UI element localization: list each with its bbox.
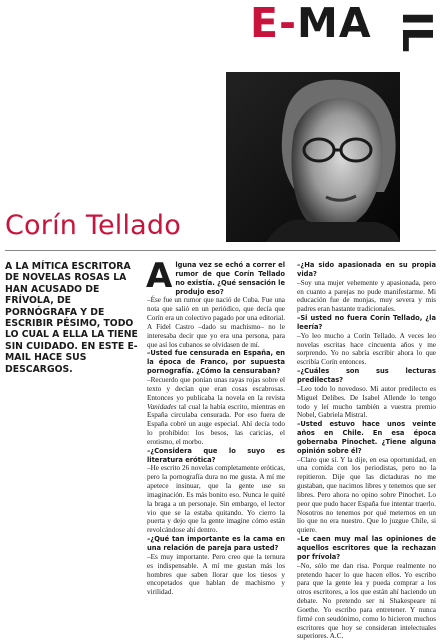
interviewee-name: Corín Tellado — [5, 210, 181, 241]
portrait-image — [226, 72, 400, 242]
answer: –Es muy importante. Pero creo que la ternura es indispensable. A mí me gustan más los hombres que saben llorar que los tiesos y encopetados que hablan de machismo y virilidad. — [147, 552, 285, 597]
question: –Le caen muy mal las opiniones de aquellos escritores que la rechazan por frívola? — [297, 535, 436, 561]
answer: –Leo todo lo novedoso. Mi autor predilecto es Miguel Delibes. De Isabel Allende lo tengo todo y leí mucho también a vuestra premio Nobel, Gabriela Mistral. — [297, 384, 436, 420]
masthead-dark: MA — [297, 0, 372, 47]
body-column-1 — [146, 256, 285, 597]
question — [146, 256, 285, 296]
answer: –Claro que sí. Y la dije, en esa oportunidad, en una comida con los periodistas, pero no la repitieron. Dije que las dictaduras no me gustaban, que nacimos libres y tenemos que ser libres. Pero ahora no opino sobre Pinochet. Lo peor que pudo hacer España fue intentar traerlo. Nosotros no tenemos por qué meternos en un lío que no era nuestro. Que lo juzgue Chile, si quiere. — [297, 455, 436, 535]
question: –¿Cuáles son sus lecturas predilectas? — [297, 367, 436, 384]
divider — [5, 250, 436, 251]
question: –¿Considera que lo suyo es literatura erótica? — [147, 446, 285, 464]
question: –Usted fue censurada en España, en la época de Franco, por supuesta pornografía. ¿Cómo la censuraban? — [147, 349, 285, 376]
answer: –He escrito 26 novelas completamente eróticas, pero la pornografía dura no me gusta. A mí me apetece insinuar, que la gente use su imaginación. Es más bonito eso. Nunca le quité la braga a un personaje. Sin embargo, el lector vio que se la estaba quitando. Yo cierro la puerta y dejo que la gente imagine cómo están revolcándose ahí dentro. — [147, 464, 285, 535]
answer: –Recuerdo que ponían unas rayas rojas sobre el texto y decían que eran cosas escabrosas. Entonces yo publicaba la novela en la revista Vanidades tal cual la había escrito, mientras en España circulaba censurada. Por eso fuera de España cobré un auge especial. Ahí decía todo lo prohibido: los besos, las caricias, el erotismo, el morbo. — [147, 375, 285, 446]
drop-cap: A — [146, 256, 173, 296]
portrait-photo — [226, 72, 400, 242]
answer: –Ése fue un rumor que nació de Cuba. Fue una nota que salió en un periódico, que decía que Corín era un colectivo pagado por una editorial. A Fidel Castro –dado su machismo– no le interesaba decir que yo era una persona, para que así los cubanos se olvidasen de mí. — [147, 296, 285, 349]
question-text: lguna vez se echó a correr el rumor de que Corín Tellado no existía. ¿Qué sensación le produjo eso? — [175, 261, 285, 296]
masthead-accent: E- — [250, 0, 298, 47]
masthead-horizontal — [250, 0, 372, 47]
answer: –Yo leo mucho a Corín Tellado. A veces leo novelas escritas hace cincuenta años y me sorprendo. Yo no sabría escribir ahora lo que escribía Corín entonces. — [297, 331, 436, 367]
magazine-title: Vanidades — [147, 402, 177, 411]
question: –¿Ha sido apasionada en su propia vida? — [297, 261, 436, 278]
answer: –No, sólo me dan risa. Porque realmente no pretendo hacer lo que hacen ellos. Yo escribo para que la gente lea y pueda comprar a los otros escritores, a los que están ahí haciendo un debate. No pretendo ser ni Shakespeare ni Goethe. Yo escribo para entretener. Y nunca firmé con seudónimo, como lo hicieron muchos escritores que hoy se consideran intelectuales superiores. A.C. — [297, 561, 436, 641]
answer: –Soy una mujer vehemente y apasionada, pero en cuanto a parejas no pude manifestarme. Mi educación fue de monjas, muy severa y mis padres eran bastante tradicionales. — [297, 278, 436, 314]
question: –¿Qué tan importante es la cama en una relación de pareja para usted? — [147, 535, 285, 552]
question: –Usted estuvo hace unos veinte años en Chile. En esa época gobernaba Pinochet. ¿Tiene alguna opinión sobre él? — [297, 420, 436, 455]
masthead-vertical: IL — [393, 11, 441, 53]
body-column-2 — [297, 261, 436, 641]
lead-paragraph: A LA MÍTICA ESCRITORA DE NOVELAS ROSAS LA HAN ACUSADO DE FRÍVOLA, DE PORNÓGRAFA Y DE ESCRIBIR PÉSIMO, TODO LO CUAL A ELLA LA TIENE SIN CUIDADO. EN ESTE E-MAIL HACE SUS DESCARGOS. — [5, 261, 138, 375]
question: –Si usted no fuera Corín Tellado, ¿la leería? — [297, 314, 436, 331]
